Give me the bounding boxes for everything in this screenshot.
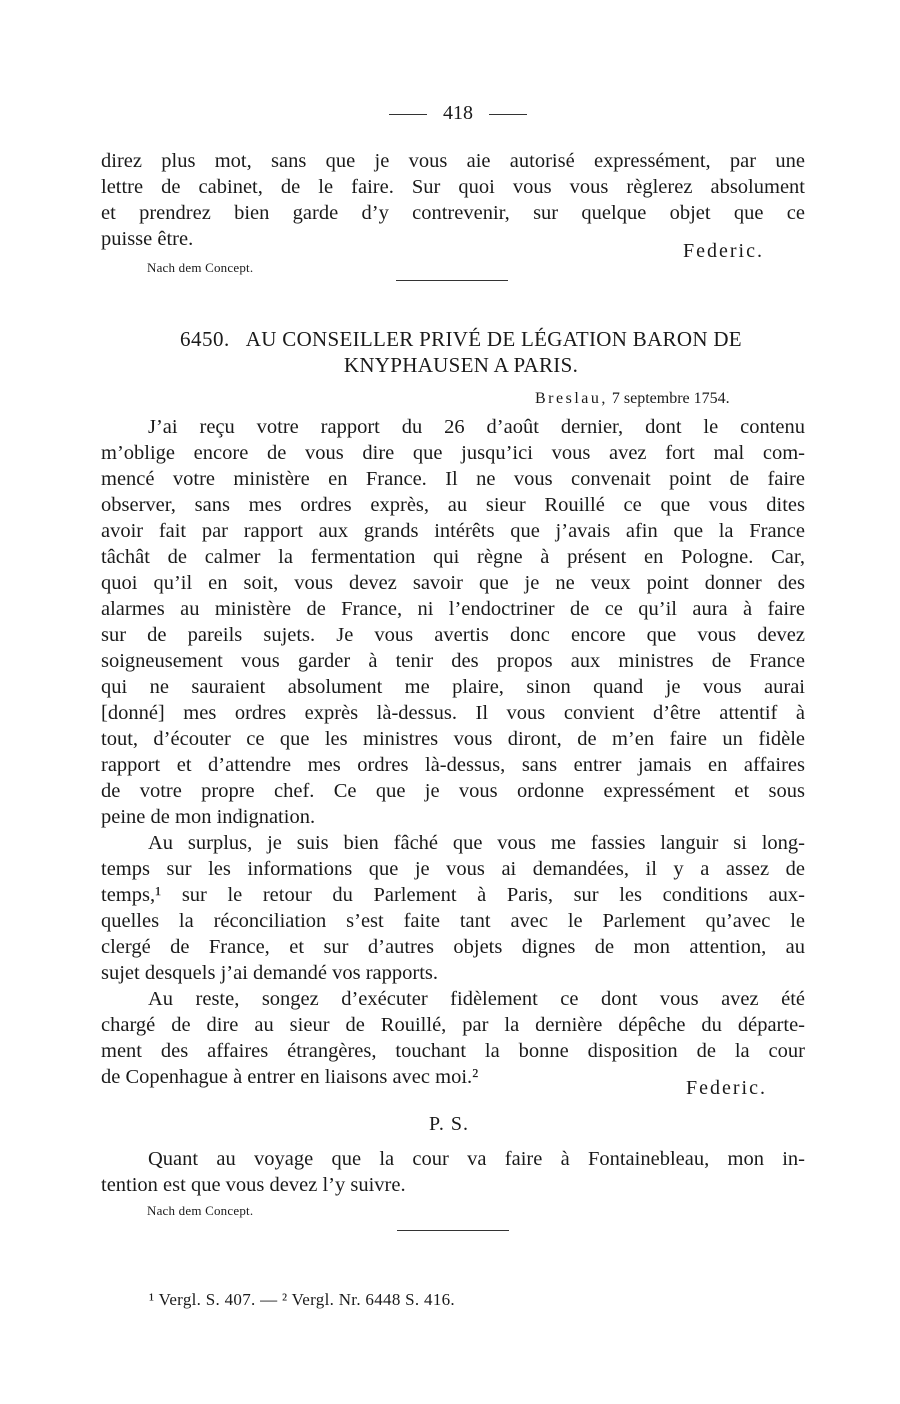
dateline-date: 7 septembre 1754.	[611, 390, 730, 407]
page-number-dash-right	[489, 114, 527, 115]
body-line: ment des affaires étrangères, touchant la bonne disposition de la cour	[101, 1040, 805, 1062]
body-line: sur de pareils sujets. Je vous avertis donc encore que vous devez	[101, 624, 805, 646]
body-line: observer, sans mes ordres exprès, au sieur Rouillé ce que vous dites	[101, 494, 805, 516]
signature: Federic.	[683, 240, 764, 262]
body-line: temps sur les informations que je vous ai demandées, il y a assez de	[101, 858, 805, 880]
body-line: quelles la réconciliation s’est faite tant avec le Parlement qu’avec le	[101, 910, 805, 932]
body-line: sujet desquels j’ai demandé vos rapports.	[101, 962, 439, 984]
letter-number: 6450.	[180, 327, 230, 351]
dateline-place: Breslau,	[535, 390, 608, 407]
body-line: soigneusement vous garder à tenir des propos aux ministres de France	[101, 650, 805, 672]
body-line: J’ai reçu votre rapport du 26 d’août dernier, dont le contenu	[148, 416, 805, 438]
letter-heading-line2: KNYPHAUSEN A PARIS.	[343, 353, 579, 377]
footnotes: ¹ Vergl. S. 407. — ² Vergl. Nr. 6448 S. 416.	[149, 1290, 455, 1309]
signature: Federic.	[686, 1077, 767, 1099]
body-line: et prendrez bien garde d’y contrevenir, sur quelque objet que ce	[101, 202, 805, 224]
body-line: alarmes au ministère de France, ni l’endoctriner de ce qu’il aura à faire	[101, 598, 805, 620]
page-number-dash-left	[389, 114, 427, 115]
body-line: Quant au voyage que la cour va faire à Fontainebleau, mon in-	[148, 1148, 805, 1170]
body-line: peine de mon indignation.	[101, 806, 316, 828]
page-number-text: 418	[443, 102, 473, 124]
body-line: mencé votre ministère en France. Il ne vous convenait point de faire	[101, 468, 805, 490]
body-line: tâchât de calmer la fermentation qui règne à présent en Pologne. Car,	[101, 546, 805, 568]
letter-heading-line1: AU CONSEILLER PRIVÉ DE LÉGATION BARON DE	[245, 327, 742, 351]
body-line: de Copenhague à entrer en liaisons avec moi.²	[101, 1066, 479, 1088]
body-line: qui ne sauraient absolument me plaire, sinon quand je vous aurai	[101, 676, 805, 698]
body-line: tention est que vous devez l’y suivre.	[101, 1174, 406, 1196]
source-note: Nach dem Concept.	[147, 1203, 254, 1218]
section-divider	[396, 280, 508, 281]
body-line: Au reste, songez d’exécuter fidèlement ce dont vous avez été	[148, 988, 805, 1010]
body-line: clergé de France, et sur d’autres objets dignes de mon attention, au	[101, 936, 805, 958]
body-line: tout, d’écouter ce que les ministres vous diront, de m’en faire un fidèle	[101, 728, 805, 750]
body-line: de votre propre chef. Ce que je vous ordonne expressément et sous	[101, 780, 805, 802]
body-line: direz plus mot, sans que je vous aie autorisé expressément, par une	[101, 150, 805, 172]
body-line: avoir fait par rapport aux grands intérêts que j’avais afin que la France	[101, 520, 805, 542]
body-line: temps,¹ sur le retour du Parlement à Paris, sur les conditions aux-	[101, 884, 805, 906]
dateline	[535, 390, 730, 408]
body-line: [donné] mes ordres exprès là-dessus. Il vous convient d’être attentif à	[101, 702, 805, 724]
body-line: lettre de cabinet, de le faire. Sur quoi vous vous règlerez absolument	[101, 176, 805, 198]
body-line: puisse être.	[101, 228, 194, 250]
body-line: m’oblige encore de vous dire que jusqu’ici vous avez fort mal com-	[101, 442, 805, 464]
section-divider	[397, 1230, 509, 1231]
body-line: Au surplus, je suis bien fâché que vous me fassies languir si long-	[148, 832, 805, 854]
body-line: quoi qu’il en soit, vous devez savoir que je ne veux point donner des	[101, 572, 805, 594]
letter-heading	[121, 326, 801, 352]
page-number	[373, 102, 543, 125]
body-line: rapport et d’attendre mes ordres là-dessus, sans entrer jamais en affaires	[101, 754, 805, 776]
source-note: Nach dem Concept.	[147, 260, 254, 275]
body-line: chargé de dire au sieur de Rouillé, par la dernière dépêche du départe-	[101, 1014, 805, 1036]
ps-heading: P. S.	[429, 1113, 470, 1135]
